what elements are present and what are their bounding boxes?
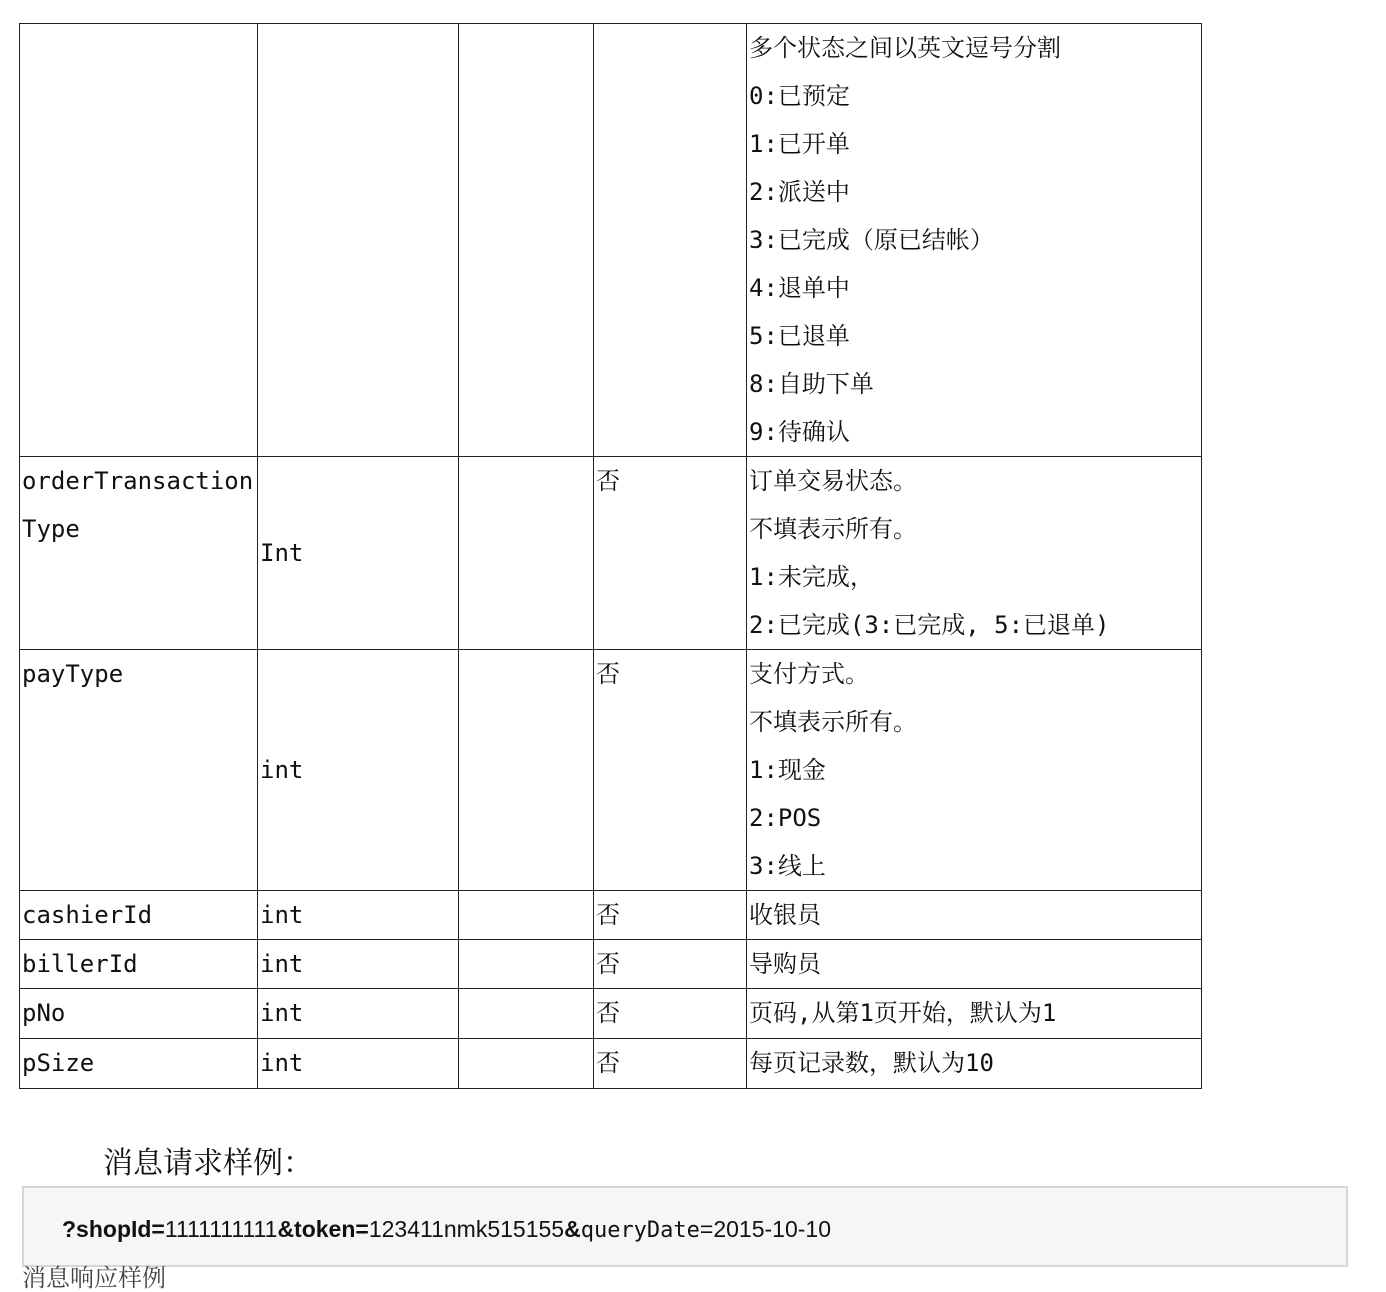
param-desc-cell: [747, 24, 1202, 457]
desc-line: 不填表示所有。: [749, 708, 917, 736]
param-required-cell: 否: [594, 650, 747, 891]
param-name-cell: billerId: [20, 940, 258, 989]
param-length-cell: [459, 891, 594, 940]
table-row: [20, 989, 1202, 1039]
param-length-cell: [459, 457, 594, 650]
desc-line: 订单交易状态。: [749, 467, 917, 495]
desc-line: 1:现金: [749, 756, 826, 784]
desc-line: 0:已预定: [749, 82, 850, 110]
desc-line: 2:派送中: [749, 178, 850, 206]
param-length-cell: [459, 989, 594, 1039]
param-required-cell: 否: [594, 989, 747, 1039]
desc-line: 不填表示所有。: [749, 515, 917, 543]
code-value: 1111111111: [164, 1216, 278, 1242]
request-sample: [62, 1214, 831, 1246]
param-name-cell: pNo: [20, 989, 258, 1039]
param-type-cell: int: [258, 1039, 459, 1089]
param-required-cell: 否: [594, 457, 747, 650]
param-name-line: Type: [22, 515, 80, 543]
desc-line: 2:已完成(3:已完成, 5:已退单): [749, 611, 1110, 639]
code-value: 123411nmk515155: [368, 1216, 565, 1242]
desc-line: 多个状态之间以英文逗号分割: [749, 34, 1061, 62]
param-name-cell: [20, 457, 258, 650]
param-length-cell: [459, 1039, 594, 1089]
param-length-cell: [459, 650, 594, 891]
param-type-cell: int: [258, 989, 459, 1039]
desc-line: 4:退单中: [749, 274, 850, 302]
code-key: queryDate: [580, 1218, 700, 1243]
param-required-cell: 否: [594, 1039, 747, 1089]
param-desc-cell: [747, 650, 1202, 891]
param-required-cell: 否: [594, 891, 747, 940]
param-desc-cell: 页码,从第1页开始，默认为1: [747, 989, 1202, 1039]
code-block: [22, 1186, 1348, 1267]
params-table: [19, 23, 1202, 1089]
desc-line: 1:未完成，: [749, 563, 874, 591]
param-type-cell: [258, 24, 459, 457]
table-row: [20, 457, 1202, 650]
table-row: [20, 24, 1202, 457]
param-type-cell: int: [258, 650, 459, 891]
table-row: [20, 1039, 1202, 1089]
desc-line: 1:已开单: [749, 130, 850, 158]
param-desc-cell: 收银员: [747, 891, 1202, 940]
param-length-cell: [459, 940, 594, 989]
param-desc-cell: 每页记录数，默认为10: [747, 1039, 1202, 1089]
param-desc-cell: [747, 457, 1202, 650]
param-required-cell: 否: [594, 940, 747, 989]
param-length-cell: [459, 24, 594, 457]
desc-line: 9:待确认: [749, 418, 850, 446]
param-name-cell: pSize: [20, 1039, 258, 1089]
table-row: [20, 940, 1202, 989]
param-required-cell: [594, 24, 747, 457]
desc-line: 8:自助下单: [749, 370, 874, 398]
code-key: ?shopId=: [62, 1216, 165, 1242]
param-type-cell: Int: [258, 457, 459, 650]
table-row: [20, 650, 1202, 891]
param-name-cell: [20, 24, 258, 457]
table-row: [20, 891, 1202, 940]
desc-line: 支付方式。: [749, 660, 869, 688]
code-value: =2015-10-10: [699, 1216, 832, 1242]
desc-line: 2:POS: [749, 804, 822, 832]
desc-line: 3:已完成（原已结帐）: [749, 226, 994, 254]
param-name-line: orderTransaction: [22, 467, 254, 495]
param-type-cell: int: [258, 891, 459, 940]
param-name-cell: cashierId: [20, 891, 258, 940]
code-key: &: [564, 1216, 581, 1242]
desc-line: 3:线上: [749, 852, 826, 880]
cut-off-text: 消息响应样例: [22, 1264, 166, 1292]
param-type-cell: int: [258, 940, 459, 989]
param-name-cell: payType: [20, 650, 258, 891]
desc-line: 5:已退单: [749, 322, 850, 350]
param-desc-cell: 导购员: [747, 940, 1202, 989]
section-heading: 消息请求样例：: [103, 1146, 313, 1181]
code-key: &token=: [277, 1216, 369, 1242]
